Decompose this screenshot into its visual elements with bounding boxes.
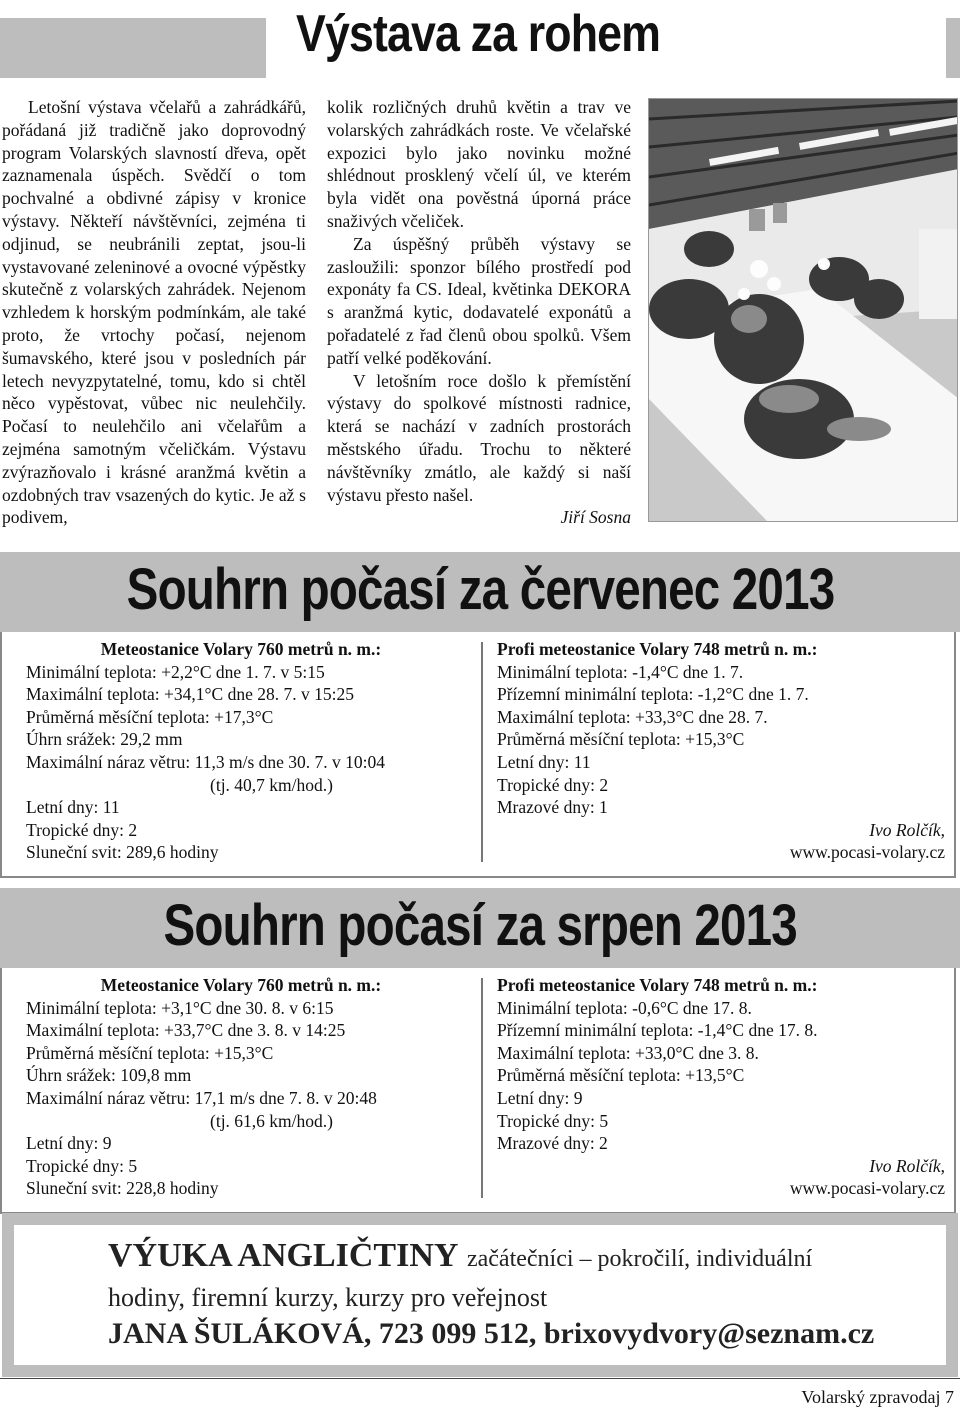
- weather-july-title: Souhrn počasí za červenec 2013: [126, 557, 834, 622]
- article-paragraph-1-continued: kolik rozličných druhů květin a trav ve volarských zahrádkách roste. Ve včelařské expozici bylo jako novinku možné shlédnout prosklený včelí úl, ve kterém byla vidět ona pověstná úporná práce snaživých včeliček.: [327, 97, 631, 231]
- weather-august-title: Souhrn počasí za srpen 2013: [163, 893, 797, 958]
- weather-july-profi-station: [497, 638, 945, 864]
- station-line: Úhrn srážek: 109,8 mm: [26, 1065, 192, 1086]
- article-title-bar: [0, 0, 960, 82]
- weather-july-divider: [481, 642, 483, 862]
- article-paragraph-3: V letošním roce došlo k přemístění výstavy do spolkové místnosti radnice, která se nachází v zadních prostorách městského úřadu. Trochu to některé návštěvníky zmátlo, ale každý si naší výstavu přesto našel.: [327, 370, 631, 505]
- station-line: Sluneční svit: 228,8 hodiny: [26, 1178, 219, 1199]
- page-footer: [0, 1378, 960, 1407]
- article-paragraph-1: Letošní výstava včelařů a zahrádkářů, pořádaná již tradičně jako doprovodný program Volarských slavností dřeva, opět zaznamenala úspěch. Svědčí o tom pochvalné a obdivné zápisy v kronice výstavy. Někteří návštěvníci, zejména ti odjinud, se neubránili zeptat, jsou-li vystavované zeleninové a ovocné výpěstky skutečně z volarských zahrádek. Nejenom vzhledem k horským podmínkám, ale také proto, že vrtochy počasí, nejenom šumavského, které jsou v posledních pár letech nevyzpytatelné, tomu, kdo si chtěl něco vypěstovat, vůbec nic neulehčily. Počasí to neulehčilo ani včelařům a zejména samotným včeličkám. Výstavu zvýrazňovalo i krásné aranžmá květin a ozdobných trav vsazených do kytic. Je až s podivem,: [2, 97, 306, 528]
- station-line: Minimální teplota: +3,1°C dne 30. 8. v 6:15: [26, 997, 334, 1018]
- weather-august-divider: [481, 978, 483, 1198]
- station-line: Maximální náraz větru: 11,3 m/s dne 30. 7. v 10:04: [26, 751, 386, 772]
- station-line: Letní dny: 9: [26, 1133, 112, 1154]
- article-paragraph-2: Za úspěšný průběh výstavy se zasloužili: sponzor bílého prostředí pod exponáty fa CS. Ideal, květinka DEKORA s aranžmá kytic, dodavatelé exponátů a pořadatelé z řad členů obou spolků. Všem patří velké poděkování.: [327, 233, 631, 368]
- station-heading: Meteostanice Volary 760 metrů n. m.:: [100, 975, 382, 995]
- station-heading: Meteostanice Volary 760 metrů n. m.:: [100, 639, 382, 659]
- station-line: Průměrná měsíční teplota: +13,5°C: [497, 1065, 745, 1086]
- station-line: Minimální teplota: -0,6°C dne 17. 8.: [497, 997, 752, 1018]
- signature: Ivo Rolčík,: [869, 819, 945, 840]
- station-line: Letní dny: 9: [497, 1087, 583, 1108]
- signature: Ivo Rolčík,: [869, 1155, 945, 1176]
- station-line: Maximální teplota: +34,1°C dne 28. 7. v 15:25: [26, 684, 354, 705]
- station-line: Průměrná měsíční teplota: +15,3°C: [26, 1042, 274, 1063]
- source-url: www.pocasi-volary.cz: [789, 1178, 945, 1199]
- station-line: Mrazové dny: 2: [497, 1133, 608, 1154]
- station-line: Maximální teplota: +33,3°C dne 28. 7.: [497, 706, 768, 727]
- station-line: Mrazové dny: 1: [497, 797, 608, 818]
- station-line: Tropické dny: 5: [26, 1155, 138, 1176]
- station-note: (tj. 61,6 km/hod.): [210, 1110, 333, 1131]
- ad-contact: JANA ŠULÁKOVÁ, 723 099 512, brixovydvory@seznam.cz: [108, 1317, 875, 1350]
- station-heading: Profi meteostanice Volary 748 metrů n. m.:: [497, 639, 818, 659]
- station-line: Maximální teplota: +33,7°C dne 3. 8. v 14:25: [26, 1020, 346, 1041]
- station-line: Maximální náraz větru: 17,1 m/s dne 7. 8. v 20:48: [26, 1087, 377, 1108]
- station-line: Průměrná měsíční teplota: +15,3°C: [497, 729, 745, 750]
- article-title: Výstava za rohem: [296, 5, 661, 63]
- station-line: Minimální teplota: +2,2°C dne 1. 7. v 5:15: [26, 661, 325, 682]
- english-lessons-ad: [2, 1213, 958, 1377]
- station-line: Úhrn srážek: 29,2 mm: [26, 729, 183, 750]
- exhibition-photo: [648, 98, 958, 522]
- station-line: Minimální teplota: -1,4°C dne 1. 7.: [497, 661, 744, 682]
- station-line: Průměrná měsíční teplota: +17,3°C: [26, 706, 274, 727]
- ad-levels: začátečníci – pokročilí, individuální: [466, 1246, 813, 1272]
- exhibition-photo-illustration: [649, 99, 958, 522]
- station-line: Letní dny: 11: [497, 751, 591, 772]
- weather-august-profi-station: [497, 974, 945, 1200]
- weather-july-volary-station: [26, 638, 456, 864]
- ad-courses: hodiny, firemní kurzy, kurzy pro veřejnost: [108, 1283, 548, 1312]
- article-column-2: [327, 96, 631, 529]
- station-line: Letní dny: 11: [26, 797, 120, 818]
- station-line: Maximální teplota: +33,0°C dne 3. 8.: [497, 1042, 759, 1063]
- ad-headline: VÝUKA ANGLIČTINY: [108, 1237, 459, 1274]
- ad-panel: [14, 1225, 946, 1365]
- source-url: www.pocasi-volary.cz: [789, 842, 945, 863]
- station-line: Tropické dny: 5: [497, 1110, 609, 1131]
- station-line: Tropické dny: 2: [26, 819, 138, 840]
- station-line: Přízemní minimální teplota: -1,4°C dne 17. 8.: [497, 1020, 818, 1041]
- station-line: Tropické dny: 2: [497, 774, 609, 795]
- station-heading: Profi meteostanice Volary 748 metrů n. m.:: [497, 975, 818, 995]
- station-line: Sluneční svit: 289,6 hodiny: [26, 842, 219, 863]
- article-column-1: [2, 96, 306, 529]
- article-author: Jiří Sosna: [560, 507, 631, 528]
- weather-august-volary-station: [26, 974, 456, 1200]
- ad-headline-line: [108, 1237, 812, 1275]
- station-line: Přízemní minimální teplota: -1,2°C dne 1. 7.: [497, 684, 809, 705]
- station-note: (tj. 40,7 km/hod.): [210, 774, 333, 795]
- footer-page-label: Volarský zpravodaj 7: [801, 1387, 954, 1407]
